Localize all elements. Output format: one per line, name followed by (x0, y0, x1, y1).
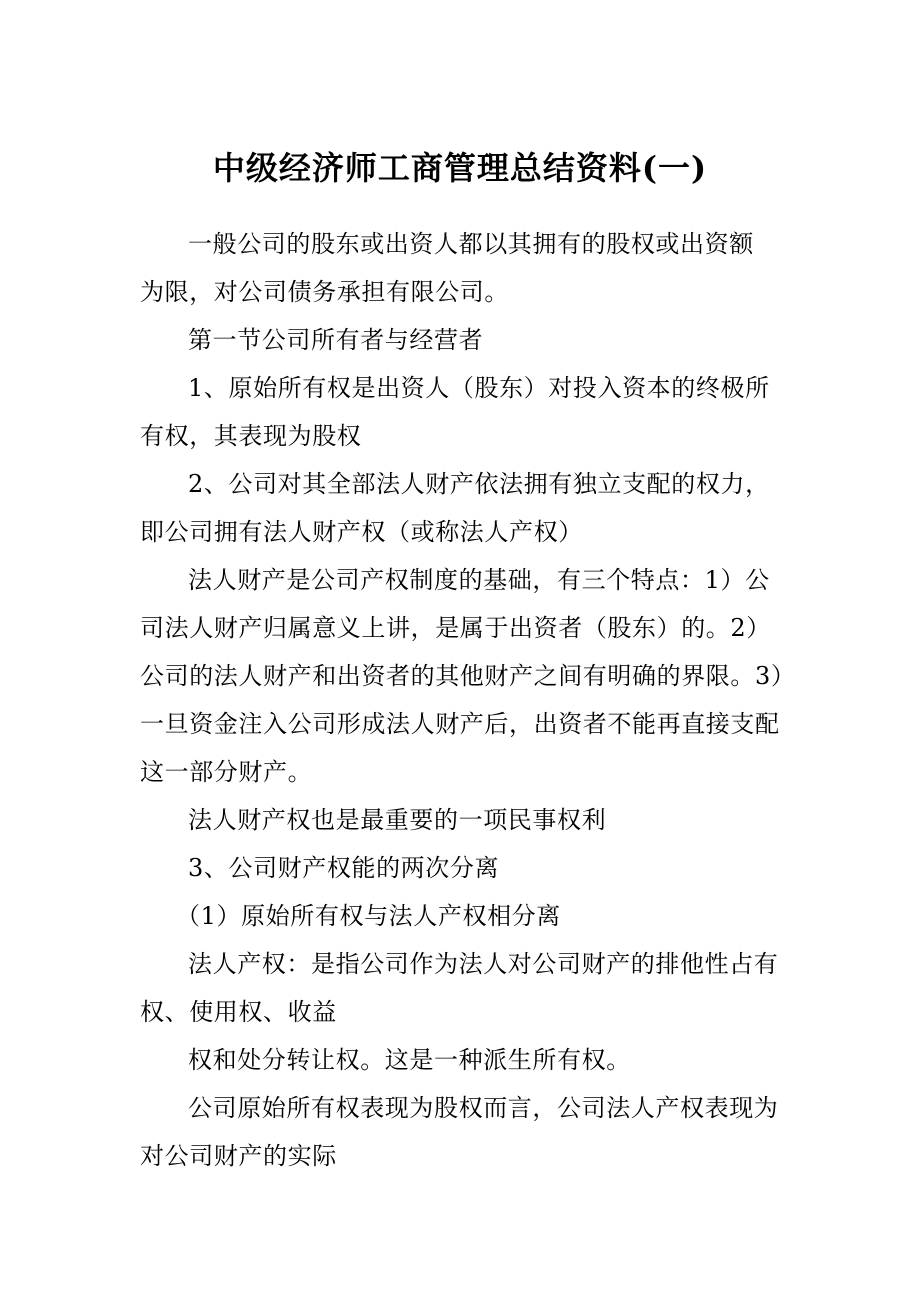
text-line: 为限，对公司债务承担有限公司。 (140, 278, 509, 306)
text-line: 这一部分财产。 (140, 758, 313, 786)
text-line: 对公司财产的实际 (140, 1142, 337, 1170)
text-line: 法人财产是公司产权制度的基础，有三个特点：1）公 (188, 566, 770, 594)
text-line: 有权，其表现为股权 (140, 422, 362, 450)
text-line: 公司的法人财产和出资者的其他财产之间有明确的界限。3） (140, 662, 796, 690)
text-line: 即公司拥有法人财产权（或称法人产权） (140, 518, 583, 546)
text-line: （1）原始所有权与法人产权相分离 (176, 902, 561, 930)
text-line: 法人财产权也是最重要的一项民事权利 (188, 806, 607, 834)
text-line: 权、使用权、收益 (140, 998, 337, 1026)
text-line: 1、原始所有权是出资人（股东）对投入资本的终极所 (188, 374, 770, 402)
text-line: 法人产权：是指公司作为法人对公司财产的排他性占有 (188, 950, 779, 978)
text-line: 司法人财产归属意义上讲，是属于出资者（股东）的。2） (140, 614, 771, 642)
document-title: 中级经济师工商管理总结资料(一) (212, 149, 708, 187)
text-line: 权和处分转让权。这是一种派生所有权。 (188, 1046, 631, 1074)
text-line: 3、公司财产权能的两次分离 (188, 854, 500, 882)
text-line: 公司原始所有权表现为股权而言，公司法人产权表现为 (188, 1094, 779, 1122)
document-body (140, 220, 800, 1180)
text-line: 一般公司的股东或出资人都以其拥有的股权或出资额 (188, 230, 754, 258)
text-line: 一旦资金注入公司形成法人财产后，出资者不能再直接支配 (140, 710, 780, 738)
text-line: 第一节公司所有者与经营者 (188, 326, 484, 354)
text-line: 2、公司对其全部法人财产依法拥有独立支配的权力， (188, 470, 770, 498)
